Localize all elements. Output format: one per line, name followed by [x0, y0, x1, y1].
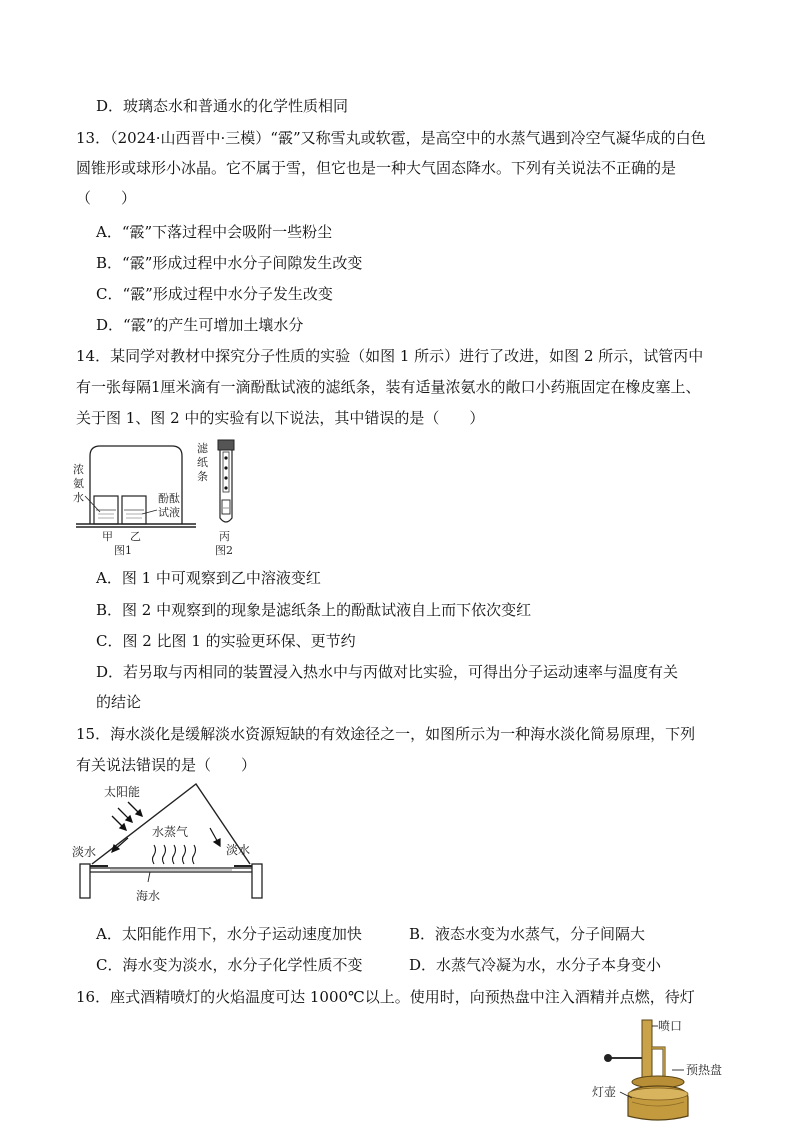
q14-option-c: C．图 2 比图 1 的实验更环保、更节约 [96, 632, 356, 650]
q13-option-c: C．“霰”形成过程中水分子发生改变 [96, 285, 333, 303]
label-solar: 太阳能 [104, 785, 141, 799]
q12-option-d: D．玻璃态水和普通水的化学性质相同 [96, 97, 349, 115]
q15-stem-line2: 有关说法错误的是（ ） [76, 756, 257, 774]
q14-figure-1 [72, 438, 197, 558]
label-paper-1: 滤 [197, 442, 208, 455]
label-sea: 海水 [136, 889, 161, 903]
q13-option-a: A．“霰”下落过程中会吸附一些粉尘 [96, 223, 333, 241]
label-vapor: 水蒸气 [152, 825, 189, 839]
seawater-tray [80, 864, 262, 898]
label-paper-3: 条 [197, 470, 208, 483]
leader-phenol [142, 510, 157, 514]
valve-knob-icon [604, 1054, 612, 1062]
q14-stem-line3: 关于图 1、图 2 中的实验有以下说法，其中错误的是（ ） [76, 409, 485, 427]
label-ammonia-1: 浓 [73, 463, 84, 476]
q15-option-c: C．海水变为淡水，水分子化学性质不变 [96, 956, 363, 974]
q13-stem-line2: 圆锥形或球形小冰晶。它不属于雪，但它也是一种大气固态降水。下列有关说法不正确的是 [76, 159, 677, 177]
label-pot: 灯壶 [592, 1085, 617, 1099]
label-jia: 甲 [102, 530, 113, 543]
q14-stem-line1: 14．某同学对教材中探究分子性质的实验（如图 1 所示）进行了改进，如图 2 所示，试管丙中 [76, 347, 704, 365]
beaker-yi [122, 496, 146, 524]
label-ammonia-2: 氨 [73, 477, 84, 490]
q13-option-b: B．“霰”形成过程中水分子间隙发生改变 [96, 254, 363, 272]
label-preheat: 预热盘 [686, 1063, 723, 1077]
q14-option-d: D．若另取与丙相同的装置浸入热水中与丙做对比实验，可得出分子运动速率与温度有关 [96, 663, 679, 681]
q16-stem-line1: 16．座式酒精喷灯的火焰温度可达 1000℃以上。使用时，向预热盘中注入酒精并点燃，待灯 [76, 988, 695, 1006]
label-bing: 丙 [219, 530, 230, 543]
burner-nozzle [642, 1020, 652, 1082]
solar-rays [112, 802, 142, 830]
q14-option-a: A．图 1 中可观察到乙中溶液变红 [96, 569, 321, 587]
test-tube-bing [218, 440, 234, 522]
q16-alcohol-burner-figure [592, 1014, 732, 1123]
figure-2-caption: 图2 [215, 544, 233, 557]
label-nozzle: 喷口 [658, 1019, 683, 1033]
figure-1-caption: 图1 [114, 544, 132, 557]
q14-stem-line2: 有一张每隔1厘米滴有一滴酚酞试液的滤纸条，装有适量浓氨水的敞口小药瓶固定在橡皮塞上、 [76, 378, 701, 396]
q13-stem-line1: 13．（2024·山西晋中·三模）“霰”又称雪丸或软雹，是高空中的水蒸气遇到冷空气凝华成的白色 [76, 129, 706, 147]
q15-desalination-figure [70, 780, 270, 914]
vapor-arrows [153, 845, 196, 864]
q13-answer-blank: （ ） [76, 189, 137, 207]
side-tube [652, 1048, 664, 1078]
label-fresh-left: 淡水 [72, 845, 97, 859]
q14-option-b: B．图 2 中观察到的现象是滤纸条上的酚酞试液自上而下依次变红 [96, 601, 532, 619]
leader-ammonia [85, 496, 100, 512]
q15-option-a: A．太阳能作用下，水分子运动速度加快 [96, 925, 362, 943]
q15-option-b: B．液态水变为水蒸气，分子间隔大 [409, 925, 646, 943]
q15-stem-line1: 15．海水淡化是缓解淡水资源短缺的有效途径之一，如图所示为一种海水淡化简易原理，下列 [76, 725, 696, 743]
q14-figure-2 [194, 438, 244, 558]
label-paper-2: 纸 [197, 456, 208, 469]
label-phenol-2: 试液 [158, 506, 180, 519]
label-yi: 乙 [130, 530, 141, 543]
leader-sea [148, 872, 150, 882]
label-ammonia-3: 水 [73, 491, 84, 504]
q15-option-d: D．水蒸气冷凝为水，水分子本身变小 [409, 956, 662, 974]
label-phenol-1: 酚酞 [158, 492, 180, 505]
q14-option-d-continued: 的结论 [96, 693, 142, 711]
label-fresh-right: 淡水 [226, 843, 251, 857]
q13-option-d: D．“霰”的产生可增加土壤水分 [96, 316, 304, 334]
